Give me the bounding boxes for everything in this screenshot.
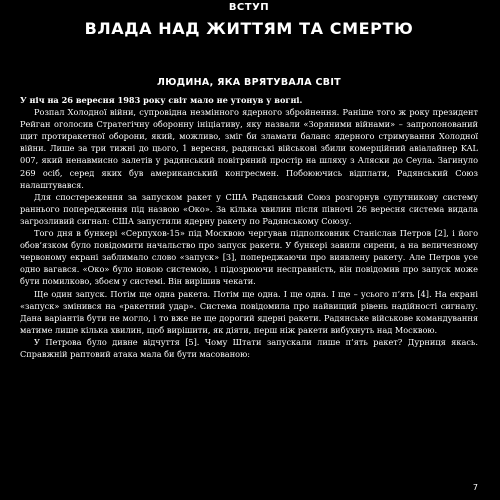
section-label: ВСТУП bbox=[228, 2, 270, 13]
paragraph: Того дня в бункері «Серпухов-15» під Москвою чергував підполковник Станіслав Петров [2], і його обов’язком було повідомити начальство про запуск ракети. У бункері завили сирени, а на величезному червоному екрані заблимало слово «запуск» [3], попереджаючи про виявлену ракету. Але Петров усе одно вагався. «Око» було новою системою, і підозрюючи несправність, він повідомив про запуск може бути помилково, збоєм у системі. Він вирішив чекати. bbox=[20, 228, 478, 287]
body-text bbox=[20, 94, 478, 360]
paragraph: У Петрова було дивне відчуття [5]. Чому Штати запускали лише п’ять ракет? Дурниця якась. Справжній раптовий атака мала би бути масованою: bbox=[20, 336, 478, 359]
lead-sentence: У ніч на 26 вересня 1983 року світ мало не утонув у вогні. bbox=[20, 95, 303, 105]
section-subtitle: ЛЮДИНА, ЯКА ВРЯТУВАЛА СВІТ bbox=[157, 77, 341, 88]
paragraph: Ще один запуск. Потім ще одна ракета. Потім ще одна. І ще одна. І ще – усього п’ять [4]. На екрані «запуск» змінився на «ракетний удар». Система повідомила про найвищий рівень надійності сигналу. Дана варіантів бути не могло, і то вже не ще дорогий ядерні ракети. Радянське військове командування матиме лише кілька хвилин, щоб вирішити, як діяти, перш ніж ракети вибухнуть над Москвою. bbox=[20, 288, 478, 335]
paragraph: Розпал Холодної війни, супровідна незмінного ядерного збройнення. Раніше того ж року президент Рейган оголосив Стратегічну оборонну ініціативу, яку назвали «Зоряними війнами» – запропонований щит протиракетної оборони, який, можливо, зміг би зламати баланс ядерного стримування Холодної війни. Лише за три тижні до цього, 1 вересня, радянські військові збили комерційний авіалайнер KAL 007, який ненавмисно залетів у радянський повітряний простір на шляху з Аляски до Сеула. Загинуло 269 осіб, серед яких був американський конгресмен. Побоюючись відплати, Радянський Союз налаштувався. bbox=[20, 107, 478, 190]
chapter-title: ВЛАДА НАД ЖИТТЯМ ТА СМЕРТЮ bbox=[84, 19, 414, 38]
paragraph: Для спостереження за запуском ракет у США Радянський Союз розгорнув супутникову систему раннього попередження під назвою «Око». За кілька хвилин після півночі 26 вересня система видала загрозливий сигнал: США запустили ядерну ракету по Радянському Союзу. bbox=[20, 191, 478, 226]
page-number: 7 bbox=[472, 483, 478, 492]
paragraph bbox=[20, 94, 478, 106]
